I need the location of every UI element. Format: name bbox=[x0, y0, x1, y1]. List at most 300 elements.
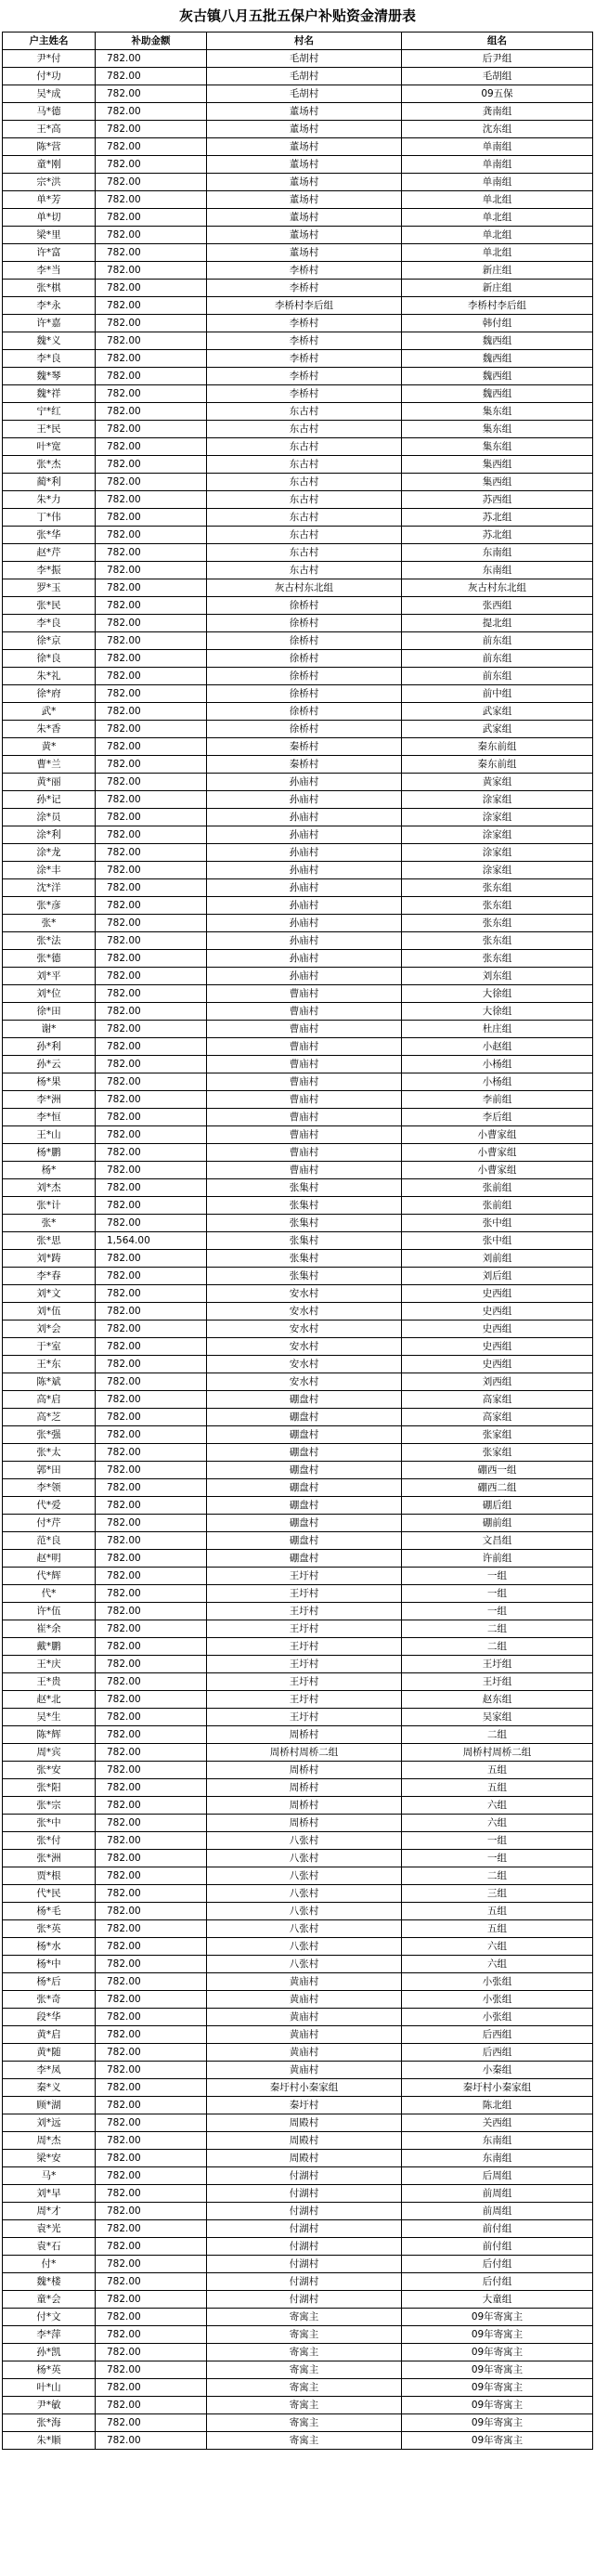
householder-name: 刘*文 bbox=[3, 1285, 96, 1303]
subsidy-amount: 782.00 bbox=[96, 1920, 207, 1938]
subsidy-amount: 782.00 bbox=[96, 791, 207, 809]
village-name: 周桥村周桥二组 bbox=[207, 1744, 402, 1762]
table-row bbox=[3, 174, 593, 191]
group-name: 武家组 bbox=[402, 721, 593, 738]
subsidy-amount: 782.00 bbox=[96, 650, 207, 668]
householder-name: 张*民 bbox=[3, 597, 96, 615]
group-name: 刘前组 bbox=[402, 1250, 593, 1268]
subsidy-amount: 782.00 bbox=[96, 1144, 207, 1162]
group-name: 灰古村东北组 bbox=[402, 579, 593, 597]
subsidy-amount: 782.00 bbox=[96, 368, 207, 385]
village-name: 东古村 bbox=[207, 544, 402, 562]
table-row bbox=[3, 615, 593, 632]
subsidy-amount: 782.00 bbox=[96, 2132, 207, 2150]
group-name: 魏西组 bbox=[402, 332, 593, 350]
householder-name: 吴*生 bbox=[3, 1709, 96, 1726]
group-name: 秦东前组 bbox=[402, 756, 593, 774]
village-name: 李桥村 bbox=[207, 385, 402, 403]
village-name: 孙庙村 bbox=[207, 879, 402, 897]
subsidy-amount: 782.00 bbox=[96, 2397, 207, 2414]
group-name: 五组 bbox=[402, 1903, 593, 1920]
village-name: 周桥村 bbox=[207, 1797, 402, 1815]
village-name: 张集村 bbox=[207, 1250, 402, 1268]
table-row bbox=[3, 227, 593, 244]
subsidy-amount: 782.00 bbox=[96, 2062, 207, 2079]
subsidy-amount: 782.00 bbox=[96, 2185, 207, 2203]
village-name: 张集村 bbox=[207, 1268, 402, 1285]
householder-name: 宁*红 bbox=[3, 403, 96, 421]
table-row bbox=[3, 1056, 593, 1073]
group-name: 韩付组 bbox=[402, 315, 593, 332]
subsidy-amount: 782.00 bbox=[96, 932, 207, 950]
group-name: 一组 bbox=[402, 1603, 593, 1620]
householder-name: 王*贵 bbox=[3, 1673, 96, 1691]
subsidy-amount: 782.00 bbox=[96, 2026, 207, 2044]
village-name: 孙庙村 bbox=[207, 862, 402, 879]
village-name: 黄庙村 bbox=[207, 2062, 402, 2079]
householder-name: 涂*员 bbox=[3, 809, 96, 826]
header-householder: 户主姓名 bbox=[3, 33, 96, 50]
village-name: 王圩村 bbox=[207, 1603, 402, 1620]
village-name: 孙庙村 bbox=[207, 897, 402, 915]
village-name: 硼盘村 bbox=[207, 1462, 402, 1479]
table-row bbox=[3, 1726, 593, 1744]
village-name: 曹庙村 bbox=[207, 985, 402, 1003]
village-name: 李桥村 bbox=[207, 315, 402, 332]
group-name: 小张组 bbox=[402, 2009, 593, 2026]
village-name: 黄庙村 bbox=[207, 2044, 402, 2062]
table-row bbox=[3, 2256, 593, 2273]
village-name: 付湖村 bbox=[207, 2220, 402, 2238]
village-name: 八张村 bbox=[207, 1885, 402, 1903]
group-name: 后付组 bbox=[402, 2273, 593, 2291]
subsidy-amount: 782.00 bbox=[96, 1073, 207, 1091]
table-row bbox=[3, 1197, 593, 1215]
subsidy-amount: 782.00 bbox=[96, 897, 207, 915]
village-name: 硼盘村 bbox=[207, 1479, 402, 1497]
roster-body bbox=[3, 50, 593, 2450]
group-name: 张家组 bbox=[402, 1426, 593, 1444]
group-name: 集东组 bbox=[402, 403, 593, 421]
table-row bbox=[3, 1956, 593, 1973]
group-name: 张东组 bbox=[402, 950, 593, 968]
village-name: 东古村 bbox=[207, 421, 402, 438]
householder-name: 孙*凯 bbox=[3, 2344, 96, 2361]
householder-name: 付* bbox=[3, 2256, 96, 2273]
householder-name: 顾*湖 bbox=[3, 2097, 96, 2114]
group-name: 大徐组 bbox=[402, 985, 593, 1003]
group-name: 小曹家组 bbox=[402, 1162, 593, 1179]
householder-name: 蔺*利 bbox=[3, 474, 96, 491]
village-name: 曹庙村 bbox=[207, 1126, 402, 1144]
table-row bbox=[3, 368, 593, 385]
householder-name: 李*春 bbox=[3, 1268, 96, 1285]
table-row bbox=[3, 844, 593, 862]
village-name: 八张村 bbox=[207, 1850, 402, 1867]
householder-name: 李*振 bbox=[3, 562, 96, 579]
group-name: 史西组 bbox=[402, 1303, 593, 1321]
village-name: 孙庙村 bbox=[207, 844, 402, 862]
village-name: 安水村 bbox=[207, 1356, 402, 1373]
householder-name: 徐*京 bbox=[3, 632, 96, 650]
subsidy-amount: 782.00 bbox=[96, 1373, 207, 1391]
table-row bbox=[3, 2062, 593, 2079]
group-name: 09年寄寓主 bbox=[402, 2432, 593, 2450]
village-name: 周桥村 bbox=[207, 1779, 402, 1797]
village-name: 秦圩村小秦家组 bbox=[207, 2079, 402, 2097]
householder-name: 陈*斌 bbox=[3, 1373, 96, 1391]
village-name: 八张村 bbox=[207, 1938, 402, 1956]
table-row bbox=[3, 2150, 593, 2167]
householder-name: 张*安 bbox=[3, 1762, 96, 1779]
village-name: 付湖村 bbox=[207, 2256, 402, 2273]
village-name: 徐桥村 bbox=[207, 721, 402, 738]
group-name: 一组 bbox=[402, 1585, 593, 1603]
group-name: 集东组 bbox=[402, 421, 593, 438]
village-name: 硼盘村 bbox=[207, 1444, 402, 1462]
table-row bbox=[3, 2361, 593, 2379]
table-row bbox=[3, 1426, 593, 1444]
householder-name: 吴*成 bbox=[3, 85, 96, 103]
householder-name: 马* bbox=[3, 2167, 96, 2185]
group-name: 一组 bbox=[402, 1850, 593, 1867]
village-name: 王圩村 bbox=[207, 1656, 402, 1673]
householder-name: 童*刚 bbox=[3, 156, 96, 174]
subsidy-amount: 782.00 bbox=[96, 403, 207, 421]
table-row bbox=[3, 2044, 593, 2062]
village-name: 付湖村 bbox=[207, 2291, 402, 2309]
householder-name: 涂*丰 bbox=[3, 862, 96, 879]
group-name: 秦圩村小秦家组 bbox=[402, 2079, 593, 2097]
group-name: 史西组 bbox=[402, 1321, 593, 1338]
subsidy-amount: 782.00 bbox=[96, 1956, 207, 1973]
subsidy-amount: 782.00 bbox=[96, 1056, 207, 1073]
householder-name: 李*领 bbox=[3, 1479, 96, 1497]
table-row bbox=[3, 121, 593, 138]
householder-name: 沈*洋 bbox=[3, 879, 96, 897]
group-name: 涂家组 bbox=[402, 791, 593, 809]
table-row bbox=[3, 2185, 593, 2203]
subsidy-amount: 782.00 bbox=[96, 2414, 207, 2432]
householder-name: 曹*兰 bbox=[3, 756, 96, 774]
village-name: 硼盘村 bbox=[207, 1550, 402, 1568]
householder-name: 陈*辉 bbox=[3, 1726, 96, 1744]
village-name: 东古村 bbox=[207, 491, 402, 509]
householder-name: 朱*力 bbox=[3, 491, 96, 509]
table-row bbox=[3, 2432, 593, 2450]
table-row bbox=[3, 138, 593, 156]
householder-name: 梁*里 bbox=[3, 227, 96, 244]
subsidy-amount: 782.00 bbox=[96, 1444, 207, 1462]
subsidy-amount: 782.00 bbox=[96, 1197, 207, 1215]
table-row bbox=[3, 1091, 593, 1109]
village-name: 硼盘村 bbox=[207, 1391, 402, 1409]
table-row bbox=[3, 2238, 593, 2256]
subsidy-amount: 782.00 bbox=[96, 2097, 207, 2114]
householder-name: 李*良 bbox=[3, 615, 96, 632]
group-name: 杜庄组 bbox=[402, 1021, 593, 1038]
table-row bbox=[3, 1850, 593, 1867]
householder-name: 张*法 bbox=[3, 932, 96, 950]
table-row bbox=[3, 879, 593, 897]
subsidy-amount: 782.00 bbox=[96, 1603, 207, 1620]
group-name: 09年寄寓主 bbox=[402, 2379, 593, 2397]
householder-name: 李*恒 bbox=[3, 1109, 96, 1126]
village-name: 孙庙村 bbox=[207, 809, 402, 826]
table-row bbox=[3, 244, 593, 262]
subsidy-amount: 782.00 bbox=[96, 1709, 207, 1726]
group-name: 秦东前组 bbox=[402, 738, 593, 756]
group-name: 高家组 bbox=[402, 1391, 593, 1409]
subsidy-amount: 782.00 bbox=[96, 1638, 207, 1656]
householder-name: 叶*宽 bbox=[3, 438, 96, 456]
householder-name: 徐*田 bbox=[3, 1003, 96, 1021]
table-row bbox=[3, 1603, 593, 1620]
group-name: 东南组 bbox=[402, 544, 593, 562]
table-row bbox=[3, 1550, 593, 1568]
village-name: 徐桥村 bbox=[207, 703, 402, 721]
group-name: 吴家组 bbox=[402, 1709, 593, 1726]
table-row bbox=[3, 1285, 593, 1303]
village-name: 曹庙村 bbox=[207, 1038, 402, 1056]
village-name: 付湖村 bbox=[207, 2167, 402, 2185]
subsidy-amount: 782.00 bbox=[96, 2256, 207, 2273]
householder-name: 赵*明 bbox=[3, 1550, 96, 1568]
village-name: 王圩村 bbox=[207, 1568, 402, 1585]
subsidy-amount: 782.00 bbox=[96, 1268, 207, 1285]
village-name: 曹庙村 bbox=[207, 1003, 402, 1021]
village-name: 董场村 bbox=[207, 103, 402, 121]
group-name: 苏北组 bbox=[402, 527, 593, 544]
householder-name: 魏*祥 bbox=[3, 385, 96, 403]
subsidy-amount: 782.00 bbox=[96, 244, 207, 262]
householder-name: 王*高 bbox=[3, 121, 96, 138]
subsidy-amount: 782.00 bbox=[96, 385, 207, 403]
subsidy-amount: 782.00 bbox=[96, 2203, 207, 2220]
householder-name: 黄*启 bbox=[3, 2026, 96, 2044]
subsidy-amount: 782.00 bbox=[96, 1038, 207, 1056]
group-name: 六组 bbox=[402, 1815, 593, 1832]
table-row bbox=[3, 1232, 593, 1250]
table-row bbox=[3, 2326, 593, 2344]
householder-name: 叶*山 bbox=[3, 2379, 96, 2397]
group-name: 前周组 bbox=[402, 2185, 593, 2203]
subsidy-amount: 782.00 bbox=[96, 1321, 207, 1338]
table-row bbox=[3, 1497, 593, 1515]
householder-name: 孙*利 bbox=[3, 1038, 96, 1056]
householder-name: 朱*顺 bbox=[3, 2432, 96, 2450]
group-name: 小曹家组 bbox=[402, 1144, 593, 1162]
table-row bbox=[3, 1691, 593, 1709]
village-name: 曹庙村 bbox=[207, 1021, 402, 1038]
subsidy-amount: 782.00 bbox=[96, 297, 207, 315]
table-row bbox=[3, 950, 593, 968]
table-row bbox=[3, 2220, 593, 2238]
subsidy-amount: 782.00 bbox=[96, 1109, 207, 1126]
group-name: 单南组 bbox=[402, 174, 593, 191]
subsidy-amount: 782.00 bbox=[96, 756, 207, 774]
group-name: 硼西二组 bbox=[402, 1479, 593, 1497]
group-name: 黄家组 bbox=[402, 774, 593, 791]
subsidy-amount: 782.00 bbox=[96, 1003, 207, 1021]
group-name: 东南组 bbox=[402, 2150, 593, 2167]
table-row bbox=[3, 1303, 593, 1321]
householder-name: 付*芹 bbox=[3, 1515, 96, 1532]
group-name: 09年寄寓主 bbox=[402, 2361, 593, 2379]
subsidy-amount: 782.00 bbox=[96, 597, 207, 615]
householder-name: 代*民 bbox=[3, 1885, 96, 1903]
householder-name: 王*山 bbox=[3, 1126, 96, 1144]
subsidy-amount: 782.00 bbox=[96, 1991, 207, 2009]
subsidy-roster-table bbox=[2, 32, 593, 2450]
village-name: 董场村 bbox=[207, 227, 402, 244]
householder-name: 付*文 bbox=[3, 2309, 96, 2326]
subsidy-amount: 782.00 bbox=[96, 1673, 207, 1691]
village-name: 硼盘村 bbox=[207, 1497, 402, 1515]
householder-name: 杨*水 bbox=[3, 1938, 96, 1956]
table-row bbox=[3, 1162, 593, 1179]
subsidy-amount: 782.00 bbox=[96, 156, 207, 174]
subsidy-amount: 782.00 bbox=[96, 2220, 207, 2238]
group-name: 王圩组 bbox=[402, 1673, 593, 1691]
subsidy-amount: 782.00 bbox=[96, 1162, 207, 1179]
table-row bbox=[3, 280, 593, 297]
group-name: 新庄组 bbox=[402, 262, 593, 280]
table-row bbox=[3, 1832, 593, 1850]
subsidy-amount: 782.00 bbox=[96, 227, 207, 244]
table-row bbox=[3, 632, 593, 650]
group-name: 涂家组 bbox=[402, 844, 593, 862]
householder-name: 朱*礼 bbox=[3, 668, 96, 685]
group-name: 史西组 bbox=[402, 1356, 593, 1373]
householder-name: 赵*北 bbox=[3, 1691, 96, 1709]
group-name: 提北组 bbox=[402, 615, 593, 632]
subsidy-amount: 782.00 bbox=[96, 615, 207, 632]
group-name: 二组 bbox=[402, 1638, 593, 1656]
subsidy-amount: 782.00 bbox=[96, 2432, 207, 2450]
group-name: 单南组 bbox=[402, 156, 593, 174]
table-row bbox=[3, 2309, 593, 2326]
householder-name: 代* bbox=[3, 1585, 96, 1603]
village-name: 孙庙村 bbox=[207, 915, 402, 932]
group-name: 涂家组 bbox=[402, 809, 593, 826]
group-name: 陈北组 bbox=[402, 2097, 593, 2114]
village-name: 周桥村 bbox=[207, 1726, 402, 1744]
subsidy-amount: 782.00 bbox=[96, 562, 207, 579]
subsidy-amount: 782.00 bbox=[96, 950, 207, 968]
village-name: 东古村 bbox=[207, 438, 402, 456]
householder-name: 杨*果 bbox=[3, 1073, 96, 1091]
subsidy-amount: 782.00 bbox=[96, 862, 207, 879]
householder-name: 孙*云 bbox=[3, 1056, 96, 1073]
group-name: 刘东组 bbox=[402, 968, 593, 985]
subsidy-amount: 782.00 bbox=[96, 332, 207, 350]
table-row bbox=[3, 491, 593, 509]
table-row bbox=[3, 2344, 593, 2361]
group-name: 文昌组 bbox=[402, 1532, 593, 1550]
village-name: 安水村 bbox=[207, 1285, 402, 1303]
table-row bbox=[3, 1409, 593, 1426]
village-name: 徐桥村 bbox=[207, 668, 402, 685]
group-name: 一组 bbox=[402, 1832, 593, 1850]
subsidy-amount: 782.00 bbox=[96, 1338, 207, 1356]
village-name: 寄寓主 bbox=[207, 2397, 402, 2414]
householder-name: 张*英 bbox=[3, 1920, 96, 1938]
village-name: 董场村 bbox=[207, 138, 402, 156]
subsidy-amount: 782.00 bbox=[96, 1356, 207, 1373]
group-name: 后西组 bbox=[402, 2026, 593, 2044]
village-name: 李桥村 bbox=[207, 262, 402, 280]
subsidy-amount: 782.00 bbox=[96, 1620, 207, 1638]
householder-name: 罗*玉 bbox=[3, 579, 96, 597]
group-name: 小杨组 bbox=[402, 1073, 593, 1091]
table-row bbox=[3, 579, 593, 597]
table-row bbox=[3, 1744, 593, 1762]
village-name: 李桥村李后组 bbox=[207, 297, 402, 315]
subsidy-amount: 782.00 bbox=[96, 191, 207, 209]
village-name: 八张村 bbox=[207, 1832, 402, 1850]
village-name: 张集村 bbox=[207, 1179, 402, 1197]
table-row bbox=[3, 1903, 593, 1920]
group-name: 单南组 bbox=[402, 138, 593, 156]
householder-name: 杨*英 bbox=[3, 2361, 96, 2379]
subsidy-amount: 782.00 bbox=[96, 1656, 207, 1673]
village-name: 曹庙村 bbox=[207, 1144, 402, 1162]
subsidy-amount: 782.00 bbox=[96, 85, 207, 103]
group-name: 东南组 bbox=[402, 562, 593, 579]
table-row bbox=[3, 1638, 593, 1656]
householder-name: 刘*位 bbox=[3, 985, 96, 1003]
village-name: 付湖村 bbox=[207, 2203, 402, 2220]
subsidy-amount: 782.00 bbox=[96, 121, 207, 138]
table-row bbox=[3, 1656, 593, 1673]
subsidy-amount: 782.00 bbox=[96, 315, 207, 332]
group-name: 五组 bbox=[402, 1920, 593, 1938]
village-name: 李桥村 bbox=[207, 332, 402, 350]
village-name: 东古村 bbox=[207, 562, 402, 579]
group-name: 前中组 bbox=[402, 685, 593, 703]
table-row bbox=[3, 1462, 593, 1479]
householder-name: 许*嘉 bbox=[3, 315, 96, 332]
group-name: 09年寄寓主 bbox=[402, 2397, 593, 2414]
subsidy-amount: 782.00 bbox=[96, 1550, 207, 1568]
group-name: 史西组 bbox=[402, 1338, 593, 1356]
village-name: 孙庙村 bbox=[207, 774, 402, 791]
village-name: 董场村 bbox=[207, 191, 402, 209]
subsidy-amount: 782.00 bbox=[96, 632, 207, 650]
subsidy-amount: 782.00 bbox=[96, 1938, 207, 1956]
table-row bbox=[3, 1762, 593, 1779]
table-row bbox=[3, 544, 593, 562]
table-row bbox=[3, 650, 593, 668]
village-name: 孙庙村 bbox=[207, 932, 402, 950]
village-name: 周桥村 bbox=[207, 1815, 402, 1832]
subsidy-amount: 782.00 bbox=[96, 826, 207, 844]
table-row bbox=[3, 1179, 593, 1197]
table-row bbox=[3, 1815, 593, 1832]
group-name: 小张组 bbox=[402, 1973, 593, 1991]
group-name: 魏西组 bbox=[402, 368, 593, 385]
householder-name: 张* bbox=[3, 1215, 96, 1232]
group-name: 毛胡组 bbox=[402, 68, 593, 85]
householder-name: 童*会 bbox=[3, 2291, 96, 2309]
village-name: 东古村 bbox=[207, 474, 402, 491]
table-row bbox=[3, 809, 593, 826]
village-name: 东古村 bbox=[207, 527, 402, 544]
village-name: 李桥村 bbox=[207, 280, 402, 297]
group-name: 六组 bbox=[402, 1956, 593, 1973]
table-row bbox=[3, 791, 593, 809]
